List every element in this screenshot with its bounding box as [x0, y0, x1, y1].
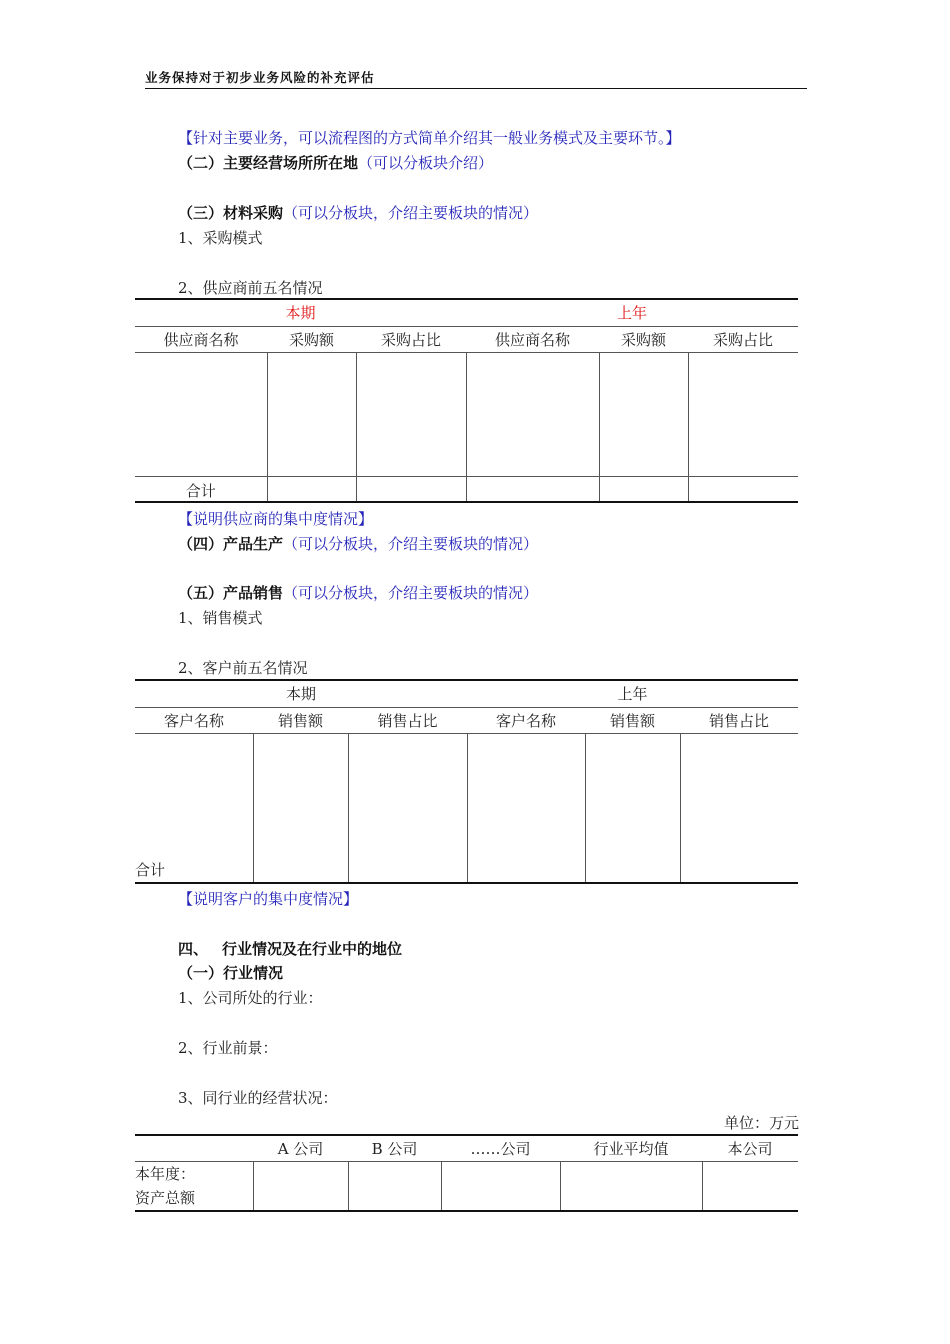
peer-total-assets-row: [135, 1161, 798, 1211]
section-2-title: （二）主要经营场所所在地: [178, 154, 359, 172]
supplier-concentration-note: 【说明供应商的集中度情况】: [178, 510, 374, 528]
industry-item-2: 2、行业前景：: [178, 1039, 278, 1057]
supplier-prior-year: 上年: [466, 299, 798, 326]
section-4-heading: [178, 534, 538, 554]
chapter-4-title: 行业情况及在行业中的地位: [222, 940, 403, 958]
chapter-4-number: 四、: [178, 940, 209, 958]
customer-prior-year: 上年: [467, 680, 798, 707]
peer-comparison-table: [135, 1134, 798, 1212]
section-3-title: （三）材料采购: [178, 204, 284, 222]
supplier-col-share-1: 采购占比: [356, 326, 466, 352]
customer-current-period: 本期: [135, 680, 467, 707]
peer-row-label-line-1: 本年度：: [135, 1164, 196, 1183]
sales-mode-item: 1、销售模式: [178, 609, 263, 627]
customer-col-amount-2: 销售额: [585, 707, 680, 733]
supplier-col-name-2: 供应商名称: [466, 326, 599, 352]
section-5-note: （可以分板块，介绍主要板块的情况）: [283, 584, 539, 602]
customer-table: [135, 679, 798, 884]
industry-item-1: 1、公司所处的行业：: [178, 989, 323, 1007]
purchase-mode-item: 1、采购模式: [178, 229, 263, 247]
customer-col-share-1: 销售占比: [348, 707, 467, 733]
section-3-heading: [178, 203, 538, 223]
section-2-heading: [178, 153, 493, 173]
top-customers-item: 2、客户前五名情况: [178, 659, 308, 677]
customer-col-name-1: 客户名称: [135, 707, 253, 733]
supplier-col-amount-2: 采购额: [599, 326, 688, 352]
industry-item-3: 3、同行业的经营状况：: [178, 1089, 338, 1107]
industry-subheading: （一）行业情况: [178, 964, 284, 982]
business-mode-note: 【针对主要业务，可以流程图的方式简单介绍其一般业务模式及主要环节。】: [178, 129, 681, 147]
peer-row-label: [135, 1161, 253, 1211]
peer-col-average: 行业平均值: [560, 1135, 702, 1161]
section-4-title: （四）产品生产: [178, 535, 284, 553]
section-5-title: （五）产品销售: [178, 584, 284, 602]
peer-col-own: 本公司: [702, 1135, 798, 1161]
peer-col-a: A 公司: [253, 1135, 348, 1161]
section-4-note: （可以分板块，介绍主要板块的情况）: [283, 535, 539, 553]
header-title: 业务保持对于初步业务风险的补充评估: [145, 70, 375, 85]
supplier-body-row: [135, 352, 798, 476]
supplier-total-label: 合计: [135, 476, 267, 502]
supplier-current-period: 本期: [135, 299, 466, 326]
supplier-total-row: [135, 476, 798, 502]
top-suppliers-item: 2、供应商前五名情况: [178, 279, 323, 297]
page-header: [145, 68, 807, 89]
chapter-4-heading: [178, 939, 402, 959]
supplier-col-share-2: 采购占比: [688, 326, 798, 352]
customer-total-label: 合计: [135, 733, 253, 883]
customer-col-share-2: 销售占比: [680, 707, 798, 733]
peer-row-label-line-2: 资产总额: [135, 1188, 196, 1207]
supplier-table: [135, 298, 798, 503]
section-5-heading: [178, 583, 538, 603]
customer-col-name-2: 客户名称: [467, 707, 585, 733]
peer-col-b: B 公司: [348, 1135, 441, 1161]
unit-label: 单位：万元: [724, 1114, 800, 1132]
section-3-note: （可以分板块，介绍主要板块的情况）: [283, 204, 539, 222]
supplier-col-amount-1: 采购额: [267, 326, 356, 352]
customer-concentration-note: 【说明客户的集中度情况】: [178, 890, 359, 908]
customer-col-amount-1: 销售额: [253, 707, 348, 733]
supplier-col-name-1: 供应商名称: [135, 326, 267, 352]
section-2-note: （可以分板块介绍）: [358, 154, 494, 172]
peer-col-blank: [135, 1135, 253, 1161]
customer-body-row: [135, 733, 798, 883]
peer-col-other: ……公司: [441, 1135, 560, 1161]
